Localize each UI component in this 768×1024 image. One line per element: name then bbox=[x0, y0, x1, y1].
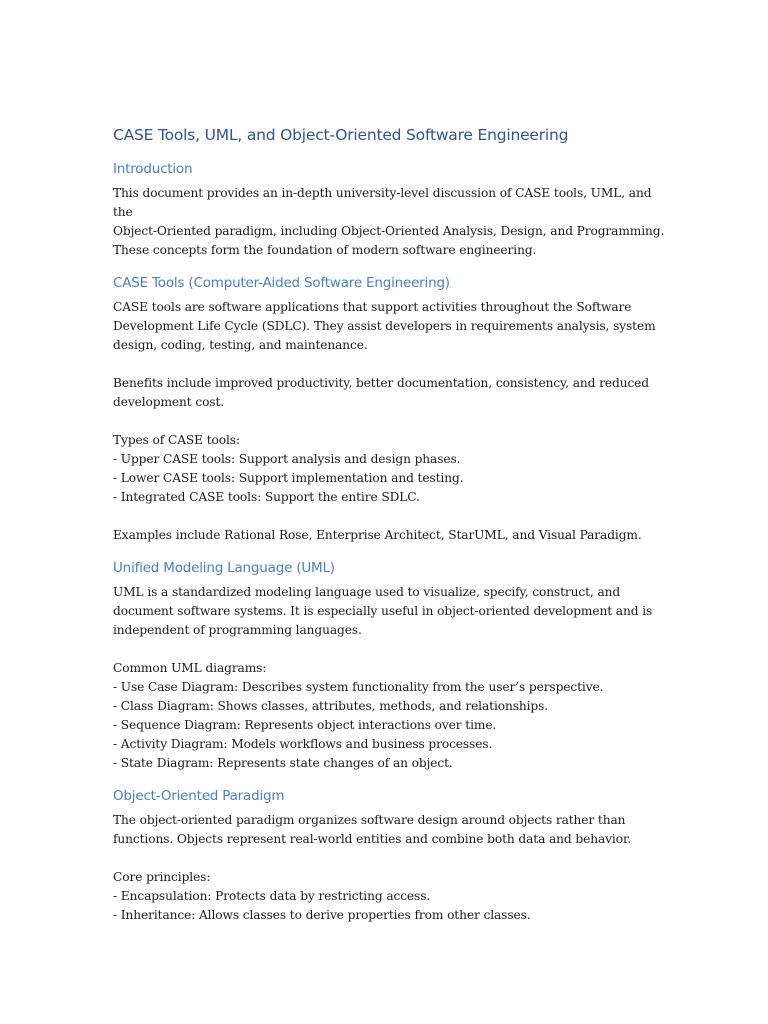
oop-intro-line: The object-oriented paradigm organizes software design around objects rather than bbox=[113, 813, 626, 827]
oop-principle-item: - Encapsulation: Protects data by restricting access. bbox=[113, 889, 431, 903]
uml-diagram-item: - Activity Diagram: Models workflows and business processes. bbox=[113, 737, 493, 751]
section-heading-oop: Object-Oriented Paradigm bbox=[113, 788, 285, 804]
case-tools-type-item: - Integrated CASE tools: Support the entire SDLC. bbox=[113, 490, 420, 504]
case-tools-benefits-line: development cost. bbox=[113, 395, 225, 409]
uml-diagram-item: - Use Case Diagram: Describes system functionality from the user’s perspective. bbox=[113, 680, 604, 694]
case-tools-intro-line: design, coding, testing, and maintenance. bbox=[113, 338, 368, 352]
section-heading-uml: Unified Modeling Language (UML) bbox=[113, 560, 335, 576]
uml-diagrams-label: Common UML diagrams: bbox=[113, 661, 267, 675]
uml-intro-line: document software systems. It is especially useful in object-oriented development and is bbox=[113, 604, 653, 618]
introduction-line: This document provides an in-depth university-level discussion of CASE tools, UML, and the bbox=[113, 186, 652, 219]
uml-intro-line: UML is a standardized modeling language used to visualize, specify, construct, and bbox=[113, 585, 621, 599]
document-title: CASE Tools, UML, and Object-Oriented Software Engineering bbox=[113, 126, 569, 144]
case-tools-intro-line: CASE tools are software applications that support activities throughout the Software bbox=[113, 300, 632, 314]
oop-intro-line: functions. Objects represent real-world entities and combine both data and behavior. bbox=[113, 832, 632, 846]
case-tools-type-item: - Lower CASE tools: Support implementation and testing. bbox=[113, 471, 464, 485]
section-heading-case-tools: CASE Tools (Computer-Aided Software Engineering) bbox=[113, 275, 450, 291]
case-tools-types-label: Types of CASE tools: bbox=[113, 433, 240, 447]
case-tools-intro-line: Development Life Cycle (SDLC). They assist developers in requirements analysis, system bbox=[113, 319, 656, 333]
introduction-line: Object-Oriented paradigm, including Object-Oriented Analysis, Design, and Programming. bbox=[113, 224, 665, 238]
uml-diagram-item: - Class Diagram: Shows classes, attributes, methods, and relationships. bbox=[113, 699, 549, 713]
oop-principles-label: Core principles: bbox=[113, 870, 211, 884]
uml-diagram-item: - Sequence Diagram: Represents object interactions over time. bbox=[113, 718, 497, 732]
introduction-line: These concepts form the foundation of modern software engineering. bbox=[113, 243, 537, 257]
uml-intro-line: independent of programming languages. bbox=[113, 623, 362, 637]
uml-diagram-item: - State Diagram: Represents state changes of an object. bbox=[113, 756, 453, 770]
section-heading-introduction: Introduction bbox=[113, 161, 193, 177]
case-tools-benefits-line: Benefits include improved productivity, better documentation, consistency, and reduced bbox=[113, 376, 649, 390]
case-tools-examples: Examples include Rational Rose, Enterprise Architect, StarUML, and Visual Paradigm. bbox=[113, 528, 642, 542]
oop-principle-item: - Inheritance: Allows classes to derive properties from other classes. bbox=[113, 908, 531, 922]
case-tools-type-item: - Upper CASE tools: Support analysis and design phases. bbox=[113, 452, 461, 466]
document-page bbox=[113, 122, 673, 925]
